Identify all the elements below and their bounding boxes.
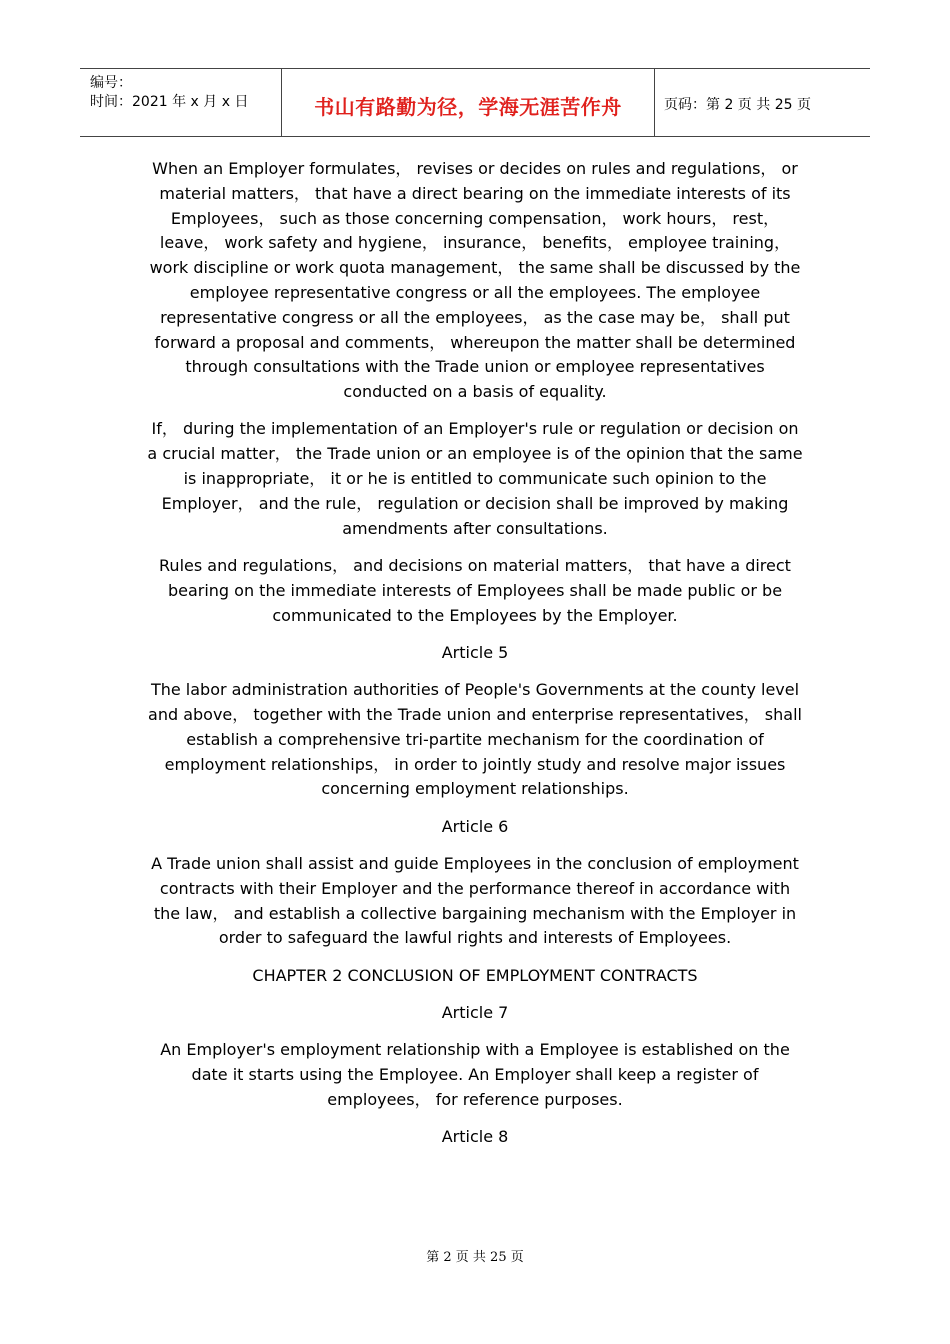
header-meta-cell	[80, 69, 280, 136]
body-paragraph: When an Employer formulates， revises or decides on rules and regulations， or material matters， that have a direct bearing on the immediate interests of its Employees， such as those concerning compensation， work hours， rest， leave， work safety and hygiene， insurance， benefits， employee training， work discipline or work quota management， the same shall be discussed by the employee representative congress or all the employees. The employee representative congress or all the employees， as the case may be， shall put forward a proposal and comments， whereupon the matter shall be determined through consultations with the Trade union or employee representatives conducted on a basis of equality.	[149, 159, 801, 402]
article-heading: Article 7	[441, 1002, 509, 1022]
body-paragraph: A Trade union shall assist and guide Employees in the conclusion of employment contracts with their Employer and the performance thereof in accordance with the law， and establish a collective bargaining mechanism with the Employer in order to safeguard the lawful rights and interests of Employees.	[151, 853, 799, 948]
document-date-label: 时间：2021 年 x 月 x 日	[90, 94, 249, 110]
header-page-info: 页码：第 2 页 共 25 页	[664, 97, 811, 113]
document-body	[145, 157, 805, 1162]
body-paragraph: Rules and regulations， and decisions on material matters， that have a direct bearing on the immediate interests of Employees shall be made public or be communicated to the Employees by the Employer.	[159, 555, 791, 625]
page-footer: 第 2 页 共 25 页	[426, 1250, 524, 1265]
chapter-heading: CHAPTER 2 CONCLUSION OF EMPLOYMENT CONTRACTS	[252, 965, 698, 985]
body-paragraph: The labor administration authorities of People's Governments at the county level and above， together with the Trade union and enterprise representatives， shall establish a comprehensive tri-partite mechanism for the coordination of employment relationships， in order to jointly study and resolve major issues concerning employment relationships.	[148, 680, 802, 799]
body-paragraph: An Employer's employment relationship with a Employee is established on the date it starts using the Employee. An Employer shall keep a register of employees， for reference purposes.	[160, 1040, 790, 1109]
article-heading: Article 6	[441, 816, 509, 836]
header-page-cell	[655, 69, 870, 136]
page-header	[80, 68, 870, 137]
header-motto: 书山有路勤为径，学海无涯苦作舟	[314, 95, 622, 119]
document-number-label: 编号：	[90, 75, 132, 91]
article-heading: Article 8	[441, 1127, 509, 1147]
header-motto-cell	[281, 69, 655, 136]
body-paragraph: If， during the implementation of an Employer's rule or regulation or decision on a crucial matter， the Trade union or an employee is of the opinion that the same is inappropriate， it or he is entitled to communicate such opinion to the Employer， and the rule， regulation or decision shall be improved by making amendments after consultations.	[147, 419, 803, 538]
article-heading: Article 5	[441, 642, 509, 662]
